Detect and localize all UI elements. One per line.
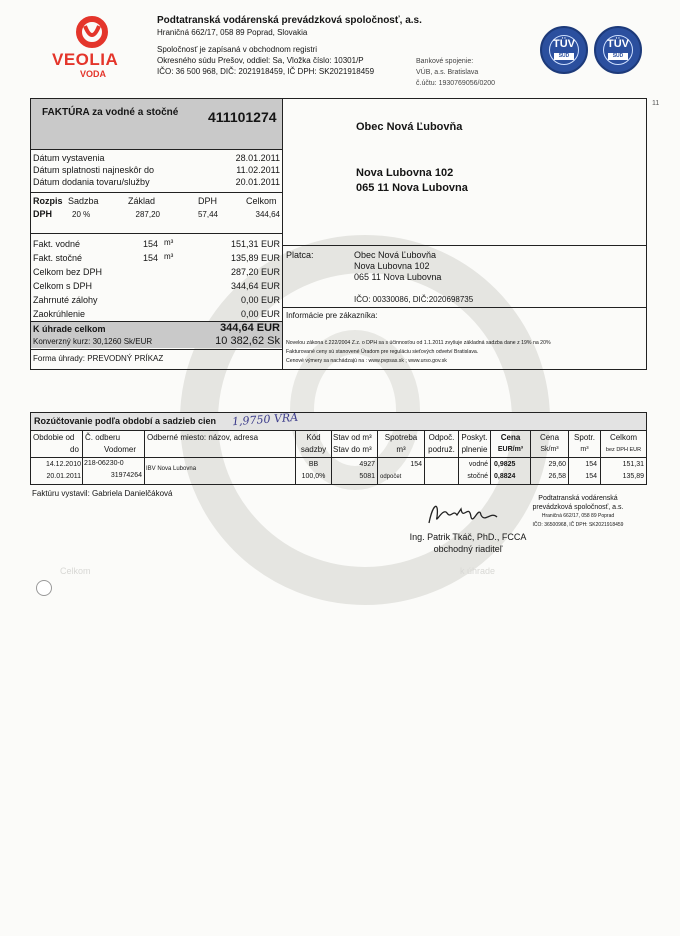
- col-state: Stav od m³: [333, 433, 372, 442]
- row-qty: 154: [585, 461, 597, 468]
- amount-qty: 154: [143, 253, 159, 263]
- vat-row-label: DPH: [33, 209, 53, 219]
- customer-info-label: Informácie pre zákazníka:: [286, 311, 378, 320]
- tuv-badge-2: [594, 26, 642, 74]
- punch-hole: [36, 580, 52, 596]
- tuv-badge-text: TÜV: [553, 38, 575, 50]
- ghost-text-b: k úhrade: [460, 566, 496, 576]
- stamp-line: IČO: 36500968, IČ DPH: SK2021918459: [532, 522, 624, 528]
- stamp-line: Podtatranská vodárenská: [538, 495, 618, 502]
- issued-by: Faktúru vystavil: Gabriela Danielčáková: [32, 489, 173, 498]
- row-deduct: odpočet: [380, 474, 402, 480]
- row-total: 151,31: [622, 461, 644, 468]
- logo-sub: VODA: [80, 69, 107, 79]
- payer-ids: IČO: 00330086, DIČ:2020698735: [354, 295, 474, 304]
- row-service: vodné: [468, 461, 488, 468]
- row-price-sk: 29,60: [548, 461, 566, 468]
- vat-row-vat: 57,44: [197, 210, 218, 219]
- col-code: Kód: [306, 433, 321, 442]
- amount-value: 344,64 EUR: [230, 281, 280, 291]
- row-to: 20.01.2011: [46, 473, 81, 480]
- bank-account: č.účtu: 1930769056/0200: [416, 80, 496, 87]
- stamp: [518, 494, 638, 530]
- vat-head-zaklad: Základ: [128, 196, 156, 206]
- amount-value: 287,20 EUR: [230, 267, 280, 277]
- signatory-name: Ing. Patrik Tkáč, PhD., FCCA: [409, 532, 527, 542]
- amount-value: 135,89 EUR: [230, 253, 280, 263]
- row-usage: 154: [410, 461, 422, 468]
- row-price: 0,8824: [494, 473, 516, 480]
- company-registry-1: Spoločnosť je zapísaná v obchodnom registri: [157, 45, 317, 54]
- company-ids: IČO: 36 500 968, DIČ: 2021918459, IČ DPH: SK2021918459: [157, 67, 375, 76]
- vat-row-total: 344,64: [255, 210, 280, 219]
- signatory-role: obchodný riaditeľ: [433, 544, 503, 554]
- col-deduct-sub: podruž.: [428, 445, 455, 454]
- col-meter: Č. odberu: [85, 433, 121, 442]
- handwritten-note: 1,9750 VRA: [231, 410, 299, 429]
- stamp-line: prevádzková spoločnosť, a.s.: [532, 504, 624, 511]
- col-usage-sub: m³: [396, 445, 406, 454]
- invoice-title: FAKTÚRA za vodné a stočné: [42, 107, 179, 118]
- amount-value: 0,00 EUR: [240, 295, 280, 305]
- col-price-sub: EUR/m³: [497, 446, 524, 453]
- amount-value: 0,00 EUR: [240, 309, 280, 319]
- company-name: Podtatranská vodárenská prevádzková spoločnosť, a.s.: [157, 15, 422, 26]
- row-from: 14.12.2010: [45, 461, 81, 468]
- stamp-line: Hraničná 662/17, 058 89 Poprad: [541, 513, 615, 519]
- bank-label: Bankové spojenie:: [416, 58, 474, 65]
- amount-unit: m³: [164, 238, 174, 247]
- tuv-badge-text: TÜV: [607, 38, 629, 50]
- to-pay-label: K úhrade celkom: [33, 324, 106, 334]
- row-total: 135,89: [622, 473, 644, 480]
- col-period-to: do: [70, 445, 79, 454]
- company-registry-2: Okresného súdu Prešov, oddiel: Sa, Vložka číslo: 10301/P: [157, 56, 364, 65]
- vat-rozpis: Rozpis: [33, 196, 63, 206]
- col-place: Odberné miesto: názov, adresa: [147, 433, 259, 442]
- col-service: Poskyt.: [461, 433, 488, 442]
- vat-head-sadzba: Sadzba: [68, 196, 99, 206]
- amount-label: Fakt. stočné: [33, 253, 83, 263]
- date-label: Dátum vystavenia: [33, 153, 105, 163]
- col-price-sk-sub: Sk/m³: [540, 446, 559, 453]
- amount-label: Celkom s DPH: [33, 281, 93, 291]
- col-total: Celkom: [609, 433, 638, 442]
- col-consumption: Spotr.: [574, 433, 595, 442]
- company-address: Hraničná 662/17, 058 89 Poprad, Slovakia: [157, 28, 308, 37]
- customer-info-line3: Cenové výmery sa nachádzajú na : www.pvpsas.sk ; www.urso.gov.sk: [286, 358, 447, 364]
- amount-label: Celkom bez DPH: [33, 267, 103, 277]
- vat-row-rate: 20 %: [72, 210, 91, 219]
- row-odber: 218-06230-0: [84, 460, 124, 467]
- payment-method: Forma úhrady: PREVODNÝ PRÍKAZ: [33, 354, 164, 363]
- col-period: Obdobie od: [33, 433, 75, 442]
- date-label: Dátum splatnosti najneskôr do: [33, 165, 155, 175]
- breakdown-title: Rozúčtovanie podľa období a sadzieb cien: [34, 416, 216, 426]
- logo-name: VEOLIA: [52, 50, 119, 69]
- vat-row-base: 287,20: [135, 210, 160, 219]
- vat-head-dph: DPH: [198, 196, 218, 206]
- col-price-sk: Cena: [539, 433, 560, 442]
- col-code-sub: sadzby: [300, 445, 327, 454]
- signature: [425, 497, 505, 529]
- payer-street: Nova Lubovna 102: [354, 261, 430, 271]
- col-total-sub: bez DPH EUR: [605, 447, 642, 453]
- veolia-logo-mark: [50, 12, 135, 54]
- row-service: stočné: [467, 473, 488, 480]
- conversion-value: 10 382,62 Sk: [215, 335, 280, 347]
- recipient-city: 065 11 Nova Lubovna: [356, 182, 468, 194]
- conversion-rate: Konverzný kurz: 30,1260 Sk/EUR: [33, 337, 153, 346]
- date-value: 28.01.2011: [235, 153, 280, 163]
- row-qty: 154: [585, 473, 597, 480]
- amount-label: Fakt. vodné: [33, 239, 81, 249]
- row-vodomer: 31974264: [110, 472, 142, 479]
- col-consumption-sub: m³: [580, 446, 589, 453]
- date-value: 11.02.2011: [236, 165, 280, 175]
- customer-info-line1: Novelou zákona č.222/2004 Z.z. o DPH sa s účinnosťou od 1.1.2011 zvyšuje základná sadzba dane z 19% na 20%: [286, 340, 551, 346]
- row-pct: 100,0%: [301, 473, 326, 480]
- col-service-sub: plnenie: [461, 445, 488, 454]
- col-state-sub: Stav do m³: [333, 445, 372, 454]
- row-state-to: 5081: [359, 473, 375, 480]
- date-label: Dátum dodania tovaru/služby: [33, 177, 150, 187]
- row-price-sk: 26,58: [548, 473, 566, 480]
- col-deduct: Odpoč.: [428, 433, 455, 442]
- amount-unit: m³: [164, 252, 174, 261]
- tuv-badge-1: [540, 26, 588, 74]
- row-price: 0,9825: [494, 461, 516, 468]
- customer-info-line2: Fakturované ceny sú stanovené Úradom pre reguláciu sieťových odvetví Bratislava.: [286, 349, 479, 355]
- payer-city: 065 11 Nova Lubovna: [354, 272, 442, 282]
- amount-value: 151,31 EUR: [230, 239, 280, 249]
- col-usage: Spotreba: [384, 433, 418, 442]
- date-value: 20.01.2011: [235, 177, 280, 187]
- row-place: IBV Nova Lubovna: [146, 466, 197, 472]
- col-meter-sub: Vodomer: [104, 445, 137, 454]
- col-price: Cena: [500, 433, 521, 442]
- tuv-badge-sub: SÜD: [554, 53, 574, 60]
- row-code: BB: [308, 461, 319, 468]
- recipient-street: Nova Lubovna 102: [356, 167, 454, 179]
- side-mark: 11: [652, 100, 660, 107]
- amount-qty: 154: [143, 239, 159, 249]
- ghost-text-a: Celkom: [60, 566, 91, 576]
- payer-name: Obec Nová Ľubovňa: [354, 250, 437, 260]
- veolia-logo: [50, 12, 135, 82]
- tuv-badge-sub: SÜD: [608, 53, 628, 60]
- row-state-from: 4927: [359, 461, 375, 468]
- recipient-name: Obec Nová Ľubovňa: [356, 121, 463, 133]
- invoice-number: 411101274: [208, 109, 277, 125]
- vat-head-celkom: Celkom: [246, 196, 277, 206]
- to-pay-value: 344,64 EUR: [220, 322, 280, 334]
- bank-name: VÚB, a.s. Bratislava: [416, 69, 479, 76]
- amount-label: Zahrnuté zálohy: [33, 295, 98, 305]
- amount-label: Zaokrúhlenie: [33, 309, 86, 319]
- payer-label: Platca:: [286, 250, 314, 260]
